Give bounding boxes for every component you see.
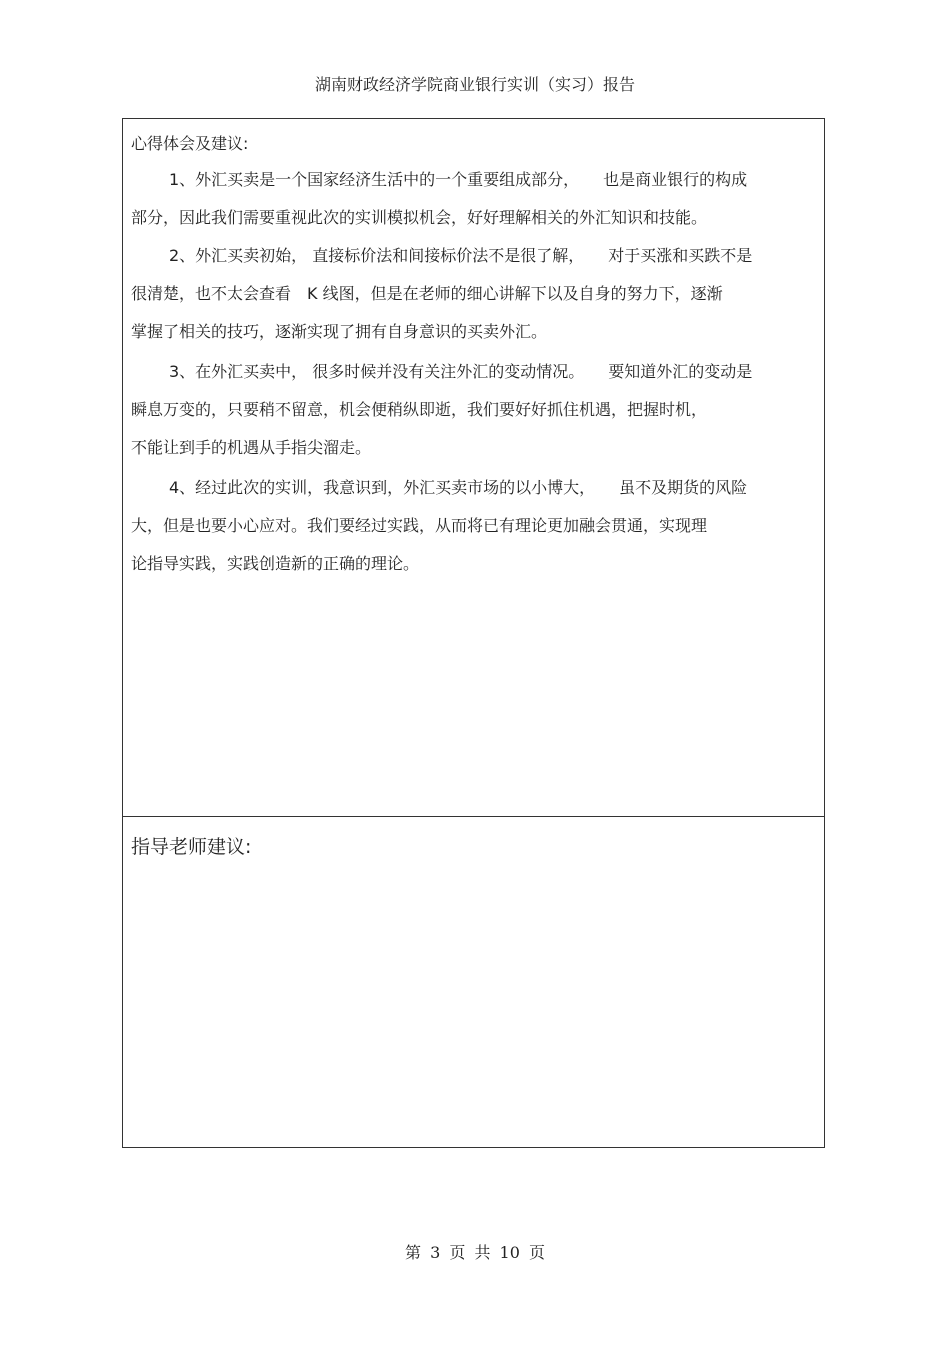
experience-paragraph-1 <box>131 161 815 237</box>
experience-paragraph-4 <box>131 469 815 583</box>
paragraph-line: 不能让到手的机遇从手指尖溜走。 <box>131 438 372 457</box>
report-header-title: 湖南财政经济学院商业银行实训（实习）报告 <box>314 75 635 94</box>
experience-paragraph-3 <box>131 353 815 467</box>
paragraph-line: 部分，因此我们需要重视此次的实训模拟机会，好好理解相关的外汇知识和技能。 <box>131 208 708 227</box>
paragraph-line: 瞬息万变的，只要稍不留意，机会便稍纵即逝，我们要好好抓住机遇，把握时机， <box>131 400 708 419</box>
page-number-footer: 第 3 页 共 10 页 <box>405 1243 545 1262</box>
paragraph-line: 4、经过此次的实训，我意识到，外汇买卖市场的以小博大， 虽不及期货的风险 <box>169 478 748 497</box>
advisor-advice-section <box>123 817 824 1147</box>
paragraph-line: 2、外汇买卖初始， 直接标价法和间接标价法不是很了解， 对于买涨和买跌不是 <box>169 246 753 265</box>
report-table <box>122 118 825 1148</box>
paragraph-line: 掌握了相关的技巧，逐渐实现了拥有自身意识的买卖外汇。 <box>131 322 548 341</box>
experience-section <box>123 119 824 817</box>
paragraph-line: 1、外汇买卖是一个国家经济生活中的一个重要组成部分， 也是商业银行的构成 <box>169 170 748 189</box>
experience-label: 心得体会及建议: <box>131 134 249 153</box>
paragraph-line: 大，但是也要小心应对。我们要经过实践，从而将已有理论更加融会贯通，实现理 <box>131 516 708 535</box>
advisor-advice-label: 指导老师建议: <box>131 836 252 858</box>
paragraph-line: 很清楚，也不太会查看 K 线图，但是在老师的细心讲解下以及自身的努力下，逐渐 <box>131 284 723 303</box>
experience-paragraph-2 <box>131 237 815 351</box>
paragraph-line: 论指导实践，实践创造新的正确的理论。 <box>131 554 420 573</box>
paragraph-line: 3、在外汇买卖中， 很多时候并没有关注外汇的变动情况。 要知道外汇的变动是 <box>169 362 753 381</box>
